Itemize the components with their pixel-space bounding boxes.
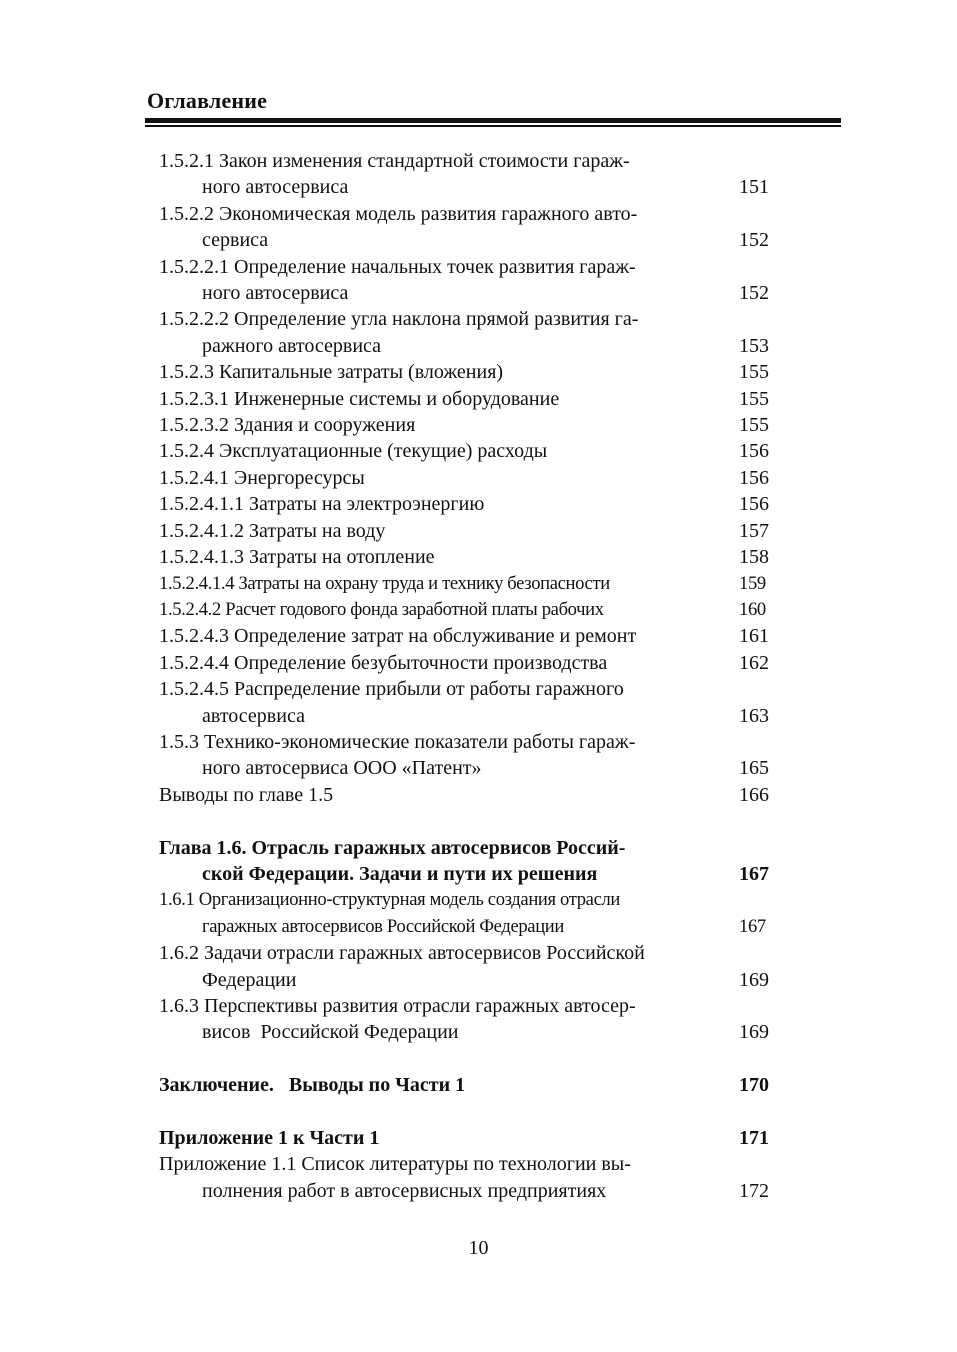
toc-page-number: 158 bbox=[739, 546, 769, 569]
toc-page-number: 169 bbox=[739, 1021, 769, 1044]
toc-entry-text: 1.5.2.3.1 Инженерные системы и оборудование bbox=[159, 387, 560, 410]
toc-page-number: 172 bbox=[739, 1179, 769, 1202]
toc-entry[interactable] bbox=[159, 386, 799, 412]
toc-entry-text: 1.5.2.3 Капитальные затраты (вложения) bbox=[159, 361, 504, 384]
toc-entry[interactable] bbox=[159, 412, 799, 438]
toc-entry-text: 1.5.2.4.1.4 Затраты на охрану труда и технику безопасности bbox=[159, 572, 610, 594]
toc-page-number: 155 bbox=[739, 361, 769, 384]
toc-entry[interactable] bbox=[159, 887, 799, 940]
toc-entry[interactable] bbox=[159, 518, 799, 544]
toc-page-number: 169 bbox=[739, 968, 769, 991]
toc-page-number: 166 bbox=[739, 783, 769, 806]
toc-entry-text: 1.5.2.4.2 Расчет годового фонда заработной платы рабочих bbox=[159, 598, 604, 620]
toc-entry-text: Федерации bbox=[202, 968, 297, 991]
toc-entry-text: гаражных автосервисов Российской Федерации bbox=[202, 915, 565, 937]
toc-page-number: 162 bbox=[739, 651, 769, 674]
toc-page-number: 161 bbox=[739, 625, 769, 648]
toc-entry-text: ного автосервиса ООО «Патент» bbox=[202, 757, 482, 780]
toc-page-number: 156 bbox=[739, 466, 769, 489]
toc-chapter-entry[interactable] bbox=[159, 1125, 799, 1151]
toc-entry-text: 1.6.2 Задачи отрасли гаражных автосервисов Российской bbox=[159, 942, 645, 965]
toc-entry-text: 1.5.2.4.1 Энергоресурсы bbox=[159, 466, 365, 489]
toc-entry-text: Выводы по главе 1.5 bbox=[159, 783, 334, 806]
toc-entry[interactable] bbox=[159, 254, 799, 307]
toc-page-number: 171 bbox=[739, 1126, 769, 1149]
toc-entry-text: Приложение 1.1 Список литературы по технологии вы- bbox=[159, 1153, 631, 1176]
toc-entry-text: 1.5.2.4.1.1 Затраты на электроэнергию bbox=[159, 493, 485, 516]
toc-chapter-entry[interactable] bbox=[159, 835, 799, 888]
toc-entry-text: 1.5.2.3.2 Здания и сооружения bbox=[159, 414, 416, 437]
toc-entry[interactable] bbox=[159, 993, 799, 1046]
toc-entry[interactable] bbox=[159, 544, 799, 570]
toc-entry-text: 1.5.2.4.1.2 Затраты на воду bbox=[159, 519, 386, 542]
table-of-contents bbox=[159, 148, 799, 1204]
toc-entry[interactable] bbox=[159, 1151, 799, 1204]
toc-entry[interactable] bbox=[159, 940, 799, 993]
toc-entry-text: Глава 1.6. Отрасль гаражных автосервисов Россий- bbox=[159, 836, 626, 859]
toc-entry-text: ного автосервиса bbox=[202, 176, 349, 199]
section-gap bbox=[159, 1046, 799, 1072]
toc-entry[interactable] bbox=[159, 201, 799, 254]
page-number: 10 bbox=[468, 1237, 489, 1259]
toc-entry-text: 1.5.3 Технико-экономические показатели работы гараж- bbox=[159, 730, 636, 753]
toc-entry-text: ской Федерации. Задачи и пути их решения bbox=[202, 862, 598, 885]
toc-entry-text: сервиса bbox=[202, 229, 269, 252]
toc-entry[interactable] bbox=[159, 491, 799, 517]
toc-page-number: 167 bbox=[739, 862, 769, 885]
toc-entry[interactable] bbox=[159, 729, 799, 782]
toc-entry-text: 1.5.2.4.3 Определение затрат на обслуживание и ремонт bbox=[159, 625, 637, 648]
toc-entry-text: автосервиса bbox=[202, 704, 305, 727]
toc-entry-text: 1.5.2.1 Закон изменения стандартной стоимости гараж- bbox=[159, 150, 630, 172]
toc-entry[interactable] bbox=[159, 623, 799, 649]
section-gap bbox=[159, 808, 799, 834]
toc-entry[interactable] bbox=[159, 359, 799, 385]
toc-page-number: 167 bbox=[739, 915, 766, 937]
toc-entry-text: 1.5.2.4 Эксплуатационные (текущие) расходы bbox=[159, 440, 548, 463]
toc-entry[interactable] bbox=[159, 465, 799, 491]
toc-entry[interactable] bbox=[159, 571, 799, 597]
page-title: Оглавление bbox=[147, 88, 268, 113]
toc-entry-text: 1.5.2.4.5 Распределение прибыли от работы гаражного bbox=[159, 678, 624, 701]
toc-entry-text: 1.5.2.2.2 Определение угла наклона прямой развития га- bbox=[159, 308, 639, 331]
toc-page-number: 152 bbox=[739, 229, 769, 252]
toc-page-number: 155 bbox=[739, 414, 769, 437]
toc-entry-text: 1.6.3 Перспективы развития отрасли гаражных автосер- bbox=[159, 994, 636, 1017]
toc-entry[interactable] bbox=[159, 148, 799, 201]
toc-entry[interactable] bbox=[159, 782, 799, 808]
toc-entry[interactable] bbox=[159, 306, 799, 359]
toc-entry-text: 1.6.1 Организационно-структурная модель создания отрасли bbox=[159, 889, 621, 911]
toc-entry-text: ражного автосервиса bbox=[202, 334, 382, 357]
toc-page-number: 153 bbox=[739, 334, 769, 357]
toc-entry-text: Приложение 1 к Части 1 bbox=[159, 1126, 380, 1149]
toc-entry-text: полнения работ в автосервисных предприятиях bbox=[202, 1179, 607, 1202]
toc-page-number: 160 bbox=[739, 598, 766, 620]
toc-entry-text: висов Российской Федерации bbox=[202, 1021, 459, 1044]
toc-page-number: 157 bbox=[739, 519, 769, 542]
toc-entry-text: ного автосервиса bbox=[202, 282, 349, 305]
toc-page-number: 156 bbox=[739, 440, 769, 463]
toc-chapter-entry[interactable] bbox=[159, 1072, 799, 1098]
toc-page-number: 165 bbox=[739, 757, 769, 780]
toc-entry-text: 1.5.2.4.4 Определение безубыточности производства bbox=[159, 651, 608, 674]
toc-page-number: 152 bbox=[739, 282, 769, 305]
toc-page-number: 163 bbox=[739, 704, 769, 727]
toc-page-number: 159 bbox=[739, 572, 766, 594]
toc-entry-text: Заключение. Выводы по Части 1 bbox=[159, 1074, 466, 1097]
toc-page-number: 151 bbox=[739, 176, 769, 199]
toc-entry-text: 1.5.2.2 Экономическая модель развития гаражного авто- bbox=[159, 202, 638, 225]
section-gap bbox=[159, 1099, 799, 1125]
toc-entry[interactable] bbox=[159, 597, 799, 623]
toc-page-number: 170 bbox=[739, 1074, 769, 1097]
toc-entry-text: 1.5.2.4.1.3 Затраты на отопление bbox=[159, 546, 435, 569]
toc-page-number: 156 bbox=[739, 493, 769, 516]
header-rule-thin bbox=[145, 125, 841, 127]
toc-entry[interactable] bbox=[159, 676, 799, 729]
toc-entry[interactable] bbox=[159, 438, 799, 464]
toc-entry-text: 1.5.2.2.1 Определение начальных точек развития гараж- bbox=[159, 255, 636, 278]
toc-page-number: 155 bbox=[739, 387, 769, 410]
header-rule-thick bbox=[145, 118, 841, 123]
toc-entry[interactable] bbox=[159, 650, 799, 676]
